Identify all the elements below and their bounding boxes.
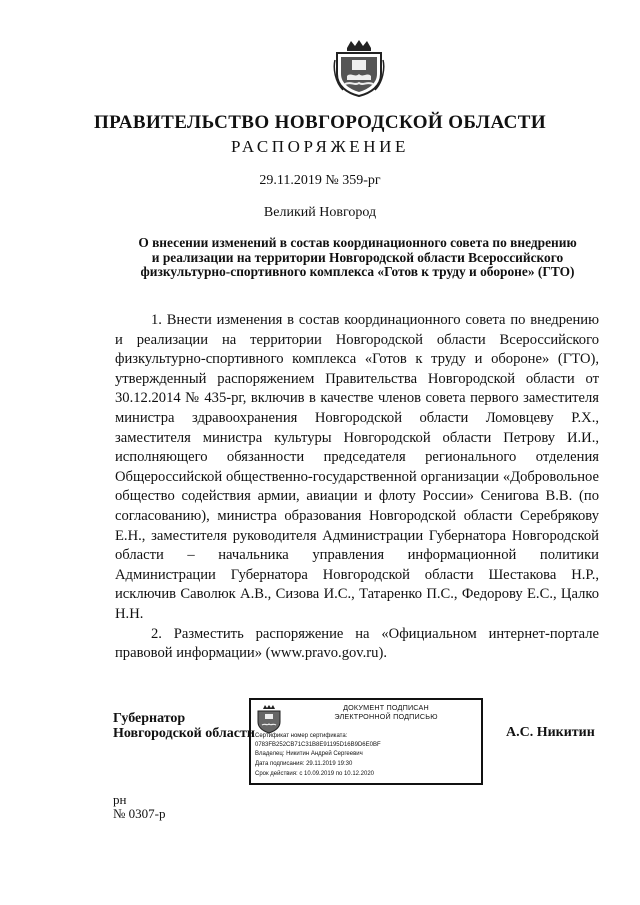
stamp-owner: Владелец: Никитин Андрей Сергеевич xyxy=(255,751,363,757)
stamp-title-line: ЭЛЕКТРОННОЙ ПОДПИСЬЮ xyxy=(334,711,438,721)
document-city: Великий Новгород xyxy=(263,205,377,220)
signer-position-line: Губернатор xyxy=(113,711,186,726)
stamp-cert-label: Сертификат номер сертификата: xyxy=(255,733,348,739)
footer-initials: рн xyxy=(113,792,127,807)
stamp-title-line: ДОКУМЕНТ ПОДПИСАН xyxy=(343,703,429,712)
footer-code: № 0307-р xyxy=(113,806,166,821)
subject-line: и реализации на территории Новгородской области Всероссийского xyxy=(151,249,564,265)
government-title: ПРАВИТЕЛЬСТВО НОВГОРОДСКОЙ ОБЛАСТИ xyxy=(94,112,546,133)
coat-of-arms-icon xyxy=(256,704,282,734)
signer-position-line: Новгородской области xyxy=(113,726,255,741)
stamp-signed-date: Дата подписания: 29.11.2019 19:30 xyxy=(255,761,353,767)
stamp-title xyxy=(291,704,481,721)
stamp-cert-number: 0783FB252CB71C31B8E91195D16B9D6E0BF xyxy=(255,742,381,748)
signer-name: А.С. Никитин xyxy=(506,725,595,740)
subject-line: физкультурно-спортивного комплекса «Готов к труду и обороне» (ГТО) xyxy=(140,264,575,279)
document-date-number: 29.11.2019 № 359-рг xyxy=(259,173,381,188)
signer-position xyxy=(113,711,255,741)
subject-line: О внесении изменений в состав координационного совета по внедрению xyxy=(138,235,577,250)
novgorod-coat-of-arms-icon xyxy=(333,38,385,98)
document-body xyxy=(115,311,599,664)
document-subject xyxy=(110,236,605,280)
body-paragraph: 2. Разместить распоряжение на «Официальном интернет-портале правовой информации» (www.pravo.gov.ru). xyxy=(115,625,599,662)
body-paragraph: 1. Внести изменения в состав координационного совета по внедрению и реализации на территории Новгородской области Всероссийского физкультурно-спортивного комплекса «Готов к труду и обороне» (ГТО), утвержденный распоряжением Правительства Новгородской области от 30.12.2014 № 435-рг, включив в качестве членов совета первого заместителя министра здравоохранения Новгородской области Ломовцеву Р.Х., заместителя министра культуры Новгородской области Петрову И.И., исполняющего обязанности председателя регионального отделения Общероссийской общественно-государственной организации «Добровольное общество содействия армии, авиации и флоту России» Сенигова В.В. (по согласованию), министра образования Новгородской области Серебрякову Е.Н., заместителя руководителя Администрации Губернатора Новгородской области – начальника управления информационной политики Администрации Губернатора Новгородской области Шестакова Н.Р., исключив Саволюк А.В., Сизова И.С., Татаренко П.С., Федорову Е.С., Цалко Н.Н. xyxy=(115,312,599,622)
document-type: РАСПОРЯЖЕНИЕ xyxy=(230,137,410,156)
document-footer xyxy=(113,793,165,821)
stamp-validity: Срок действия: с 10.09.2019 по 10.12.2020 xyxy=(255,771,375,777)
electronic-signature-stamp xyxy=(249,698,483,785)
